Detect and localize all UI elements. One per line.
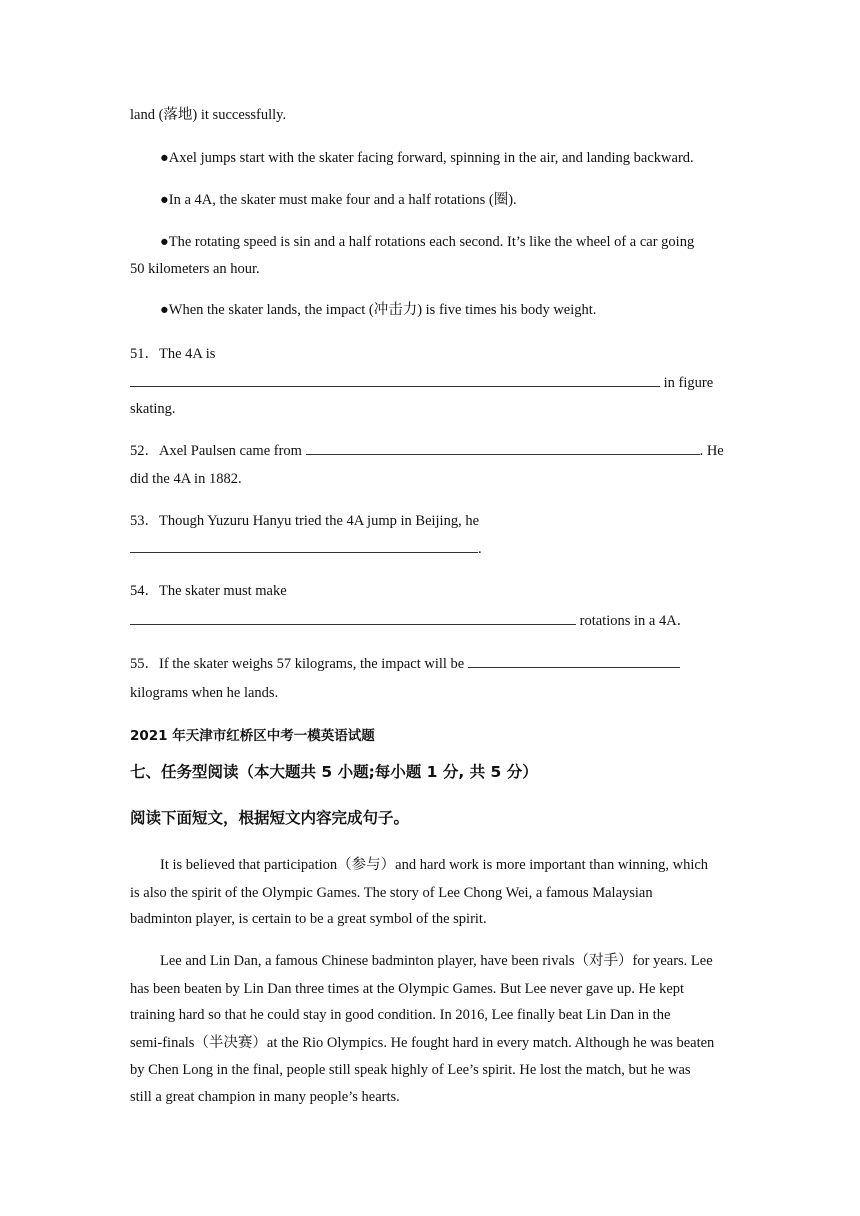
question-55-text: 55．If the skater weighs 57 kilograms, the impact will be (130, 656, 465, 672)
part-heading: 七、任务型阅读（本大题共 5 小题;每小题 1 分, 共 5 分） (130, 763, 538, 781)
question-53-blank-line (130, 540, 482, 558)
question-52-end: did the 4A in 1882. (130, 471, 242, 487)
question-52-text: 52．Axel Paulsen came from (130, 443, 302, 459)
passage-line: by Chen Long in the final, people still speak highly of Lee’s spirit. He lost the match, but he was (130, 1062, 691, 1078)
exam-title: 2021 年天津市红桥区中考一模英语试题 (130, 728, 375, 744)
passage-line: semi-finals（半决赛）at the Rio Olympics. He fought hard in every match. Although he was beaten (130, 1035, 715, 1051)
text-line: land (落地) it successfully. (130, 107, 287, 123)
question-55 (130, 655, 680, 673)
answer-blank[interactable] (130, 540, 478, 553)
answer-blank[interactable] (130, 612, 576, 625)
answer-blank[interactable] (306, 442, 700, 455)
question-55-end: kilograms when he lands. (130, 685, 279, 701)
passage-line: has been beaten by Lin Dan three times at the Olympic Games. But Lee never gave up. He kept (130, 981, 685, 997)
question-51-blank-line (130, 374, 713, 392)
passage-line: is also the spirit of the Olympic Games. The story of Lee Chong Wei, a famous Malaysian (130, 885, 653, 901)
bullet-item: ●The rotating speed is sin and a half rotations each second. It’s like the wheel of a car going (160, 234, 695, 250)
passage-line: Lee and Lin Dan, a famous Chinese badminton player, have been rivals（对手）for years. Lee (160, 953, 713, 969)
bullet-item: ●In a 4A, the skater must make four and a half rotations (圈). (160, 192, 517, 208)
question-51-tail: in figure (663, 375, 714, 391)
passage-line: It is believed that participation（参与）and hard work is more important than winning, which (160, 857, 709, 873)
question-54-blank-line (130, 612, 691, 630)
passage-line: badminton player, is certain to be a great symbol of the spirit. (130, 911, 487, 927)
question-54-tail: rotations in a 4A． (579, 613, 692, 629)
bullet-item: ●When the skater lands, the impact (冲击力) is five times his body weight. (160, 302, 597, 318)
passage-line: still a great champion in many people’s hearts. (130, 1089, 400, 1105)
question-52 (130, 442, 724, 460)
answer-blank[interactable] (130, 374, 660, 387)
question-53-tail: . (478, 541, 482, 557)
passage-line: training hard so that he could stay in good condition. In 2016, Lee finally beat Lin Dan in the (130, 1007, 671, 1023)
question-51: 51．The 4A is (130, 346, 216, 362)
instruction: 阅读下面短文，根据短文内容完成句子。 (130, 809, 410, 827)
question-51-end: skating. (130, 401, 176, 417)
question-54: 54．The skater must make (130, 583, 287, 599)
question-53: 53．Though Yuzuru Hanyu tried the 4A jump in Beijing, he (130, 513, 480, 529)
answer-blank[interactable] (468, 655, 680, 668)
bullet-item: ●Axel jumps start with the skater facing forward, spinning in the air, and landing backward. (160, 150, 694, 166)
question-52-tail: . He (699, 443, 724, 459)
text-line: 50 kilometers an hour. (130, 261, 260, 277)
